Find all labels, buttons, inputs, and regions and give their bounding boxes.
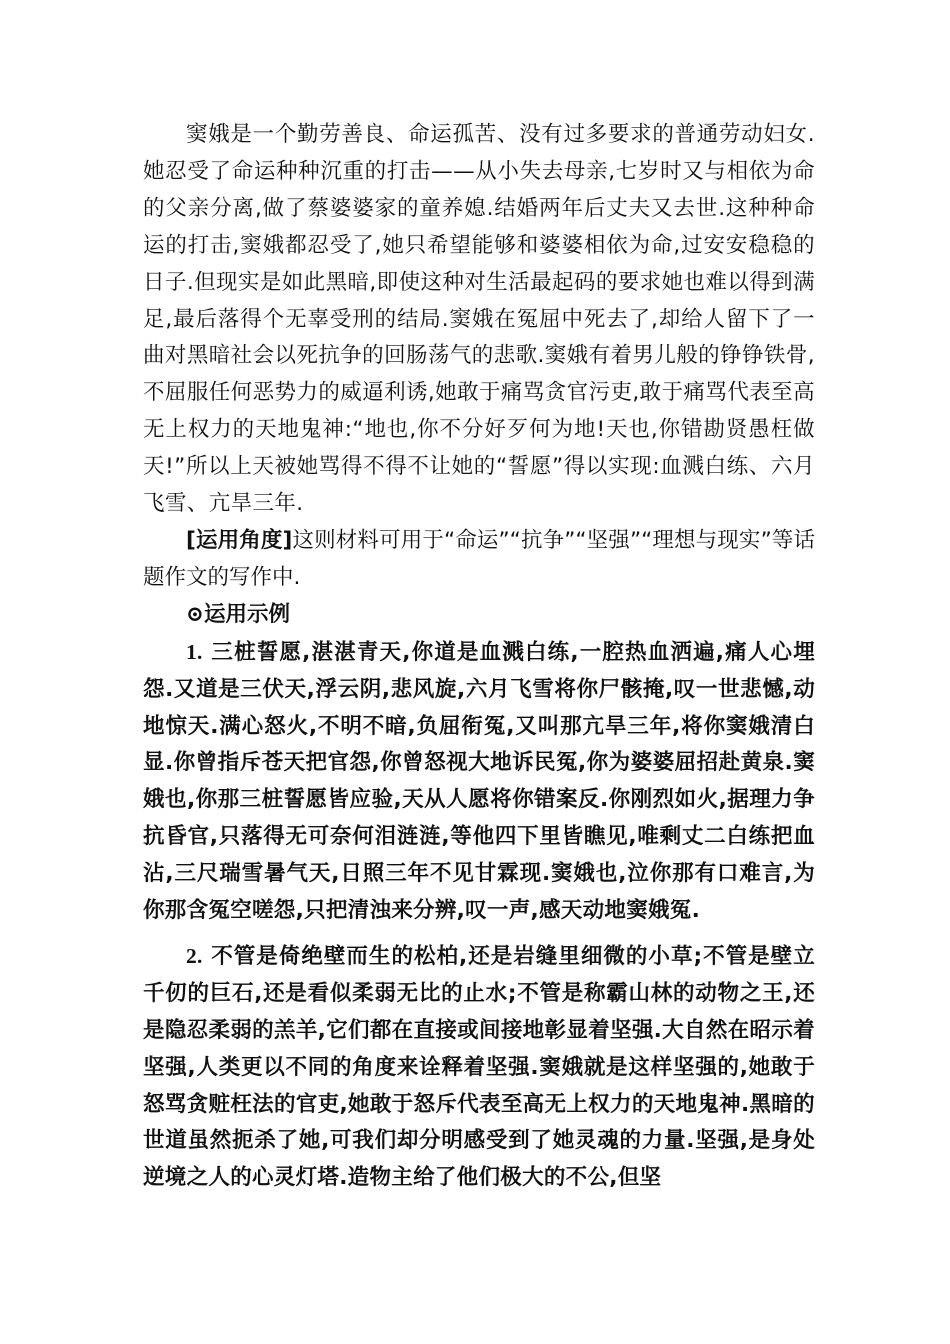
usage-angle-text: 这则材料可用于“命运”“抗争”“坚强”“理想与现实”等话题作文的写作中. xyxy=(143,527,815,590)
example-paragraph-2 xyxy=(143,938,815,1197)
example-number-1: 1. xyxy=(186,639,203,664)
example-text-1: 三桩誓愿,湛湛青天,你道是血溅白练,一腔热血洒遍,痛人心埋怨.又道是三伏天,浮云阴,悲风旋,六月飞雪将你尸骸掩,叹一世悲憾,动地惊天.满心怒火,不明不暗,负屈衔冤,又叫那亢旱三年,将你窦娥清白显.你曾指斥苍天把官怨,你曾怒视大地诉民冤,你为婆婆屈招赴黄泉.窦娥也,你那三桩誓愿皆应验,天从人愿将你错案反.你刚烈如火,据理力争抗昏官,只落得无可奈何泪涟涟,等他四下里皆瞧见,唯剩丈二白练把血沾,三尺瑞雪暑气天,日照三年不见甘霖现.窦娥也,泣你那有口难言,为你那含冤空嗟怨,只把清浊来分辨,叹一声,感天动地窦娥冤. xyxy=(143,639,815,924)
example-number-2: 2. xyxy=(186,943,203,968)
material-paragraph: 窦娥是一个勤劳善良、命运孤苦、没有过多要求的普通劳动妇女.她忍受了命运种种沉重的打击——从小失去母亲,七岁时又与相依为命的父亲分离,做了蔡婆婆家的童养媳.结婚两年后丈夫又去世.这种种命运的打击,窦娥都忍受了,她只希望能够和婆婆相依为命,过安安稳稳的日子.但现实是如此黑暗,即使这种对生活最起码的要求她也难以得到满足,最后落得个无辜受刑的结局.窦娥在冤屈中死去了,却给人留下了一曲对黑暗社会以死抗争的回肠荡气的悲歌.窦娥有着男儿般的铮铮铁骨,不屈服任何恶势力的威逼利诱,她敢于痛骂贪官污吏,敢于痛骂代表至高无上权力的天地鬼神:“地也,你不分好歹何为地!天也,你错勘贤愚枉做天!”所以上天被她骂得不得不让她的“誓愿”得以实现:血溅白练、六月飞雪、亢旱三年. xyxy=(143,122,815,517)
document-page xyxy=(143,117,815,1197)
usage-angle-label: [运用角度] xyxy=(186,527,293,553)
examples-heading: ⊙运用示例 xyxy=(186,601,291,627)
example-paragraph-1 xyxy=(143,634,815,930)
usage-angle-paragraph xyxy=(143,523,815,597)
example-text-2: 不管是倚绝壁而生的松柏,还是岩缝里细微的小草;不管是壁立千仞的巨石,还是看似柔弱无比的止水;不管是称霸山林的动物之王,还是隐忍柔弱的羔羊,它们都在直接或间接地彰显着坚强.大自然在昭示着坚强,人类更以不同的角度来诠释着坚强.窦娥就是这样坚强的,她敢于怒骂贪赃枉法的官吏,她敢于怒斥代表至高无上权力的天地鬼神.黑暗的世道虽然扼杀了她,可我们却分明感受到了她灵魂的力量.坚强,是身处逆境之人的心灵灯塔.造物主给了他们极大的不公,但坚 xyxy=(143,943,815,1191)
